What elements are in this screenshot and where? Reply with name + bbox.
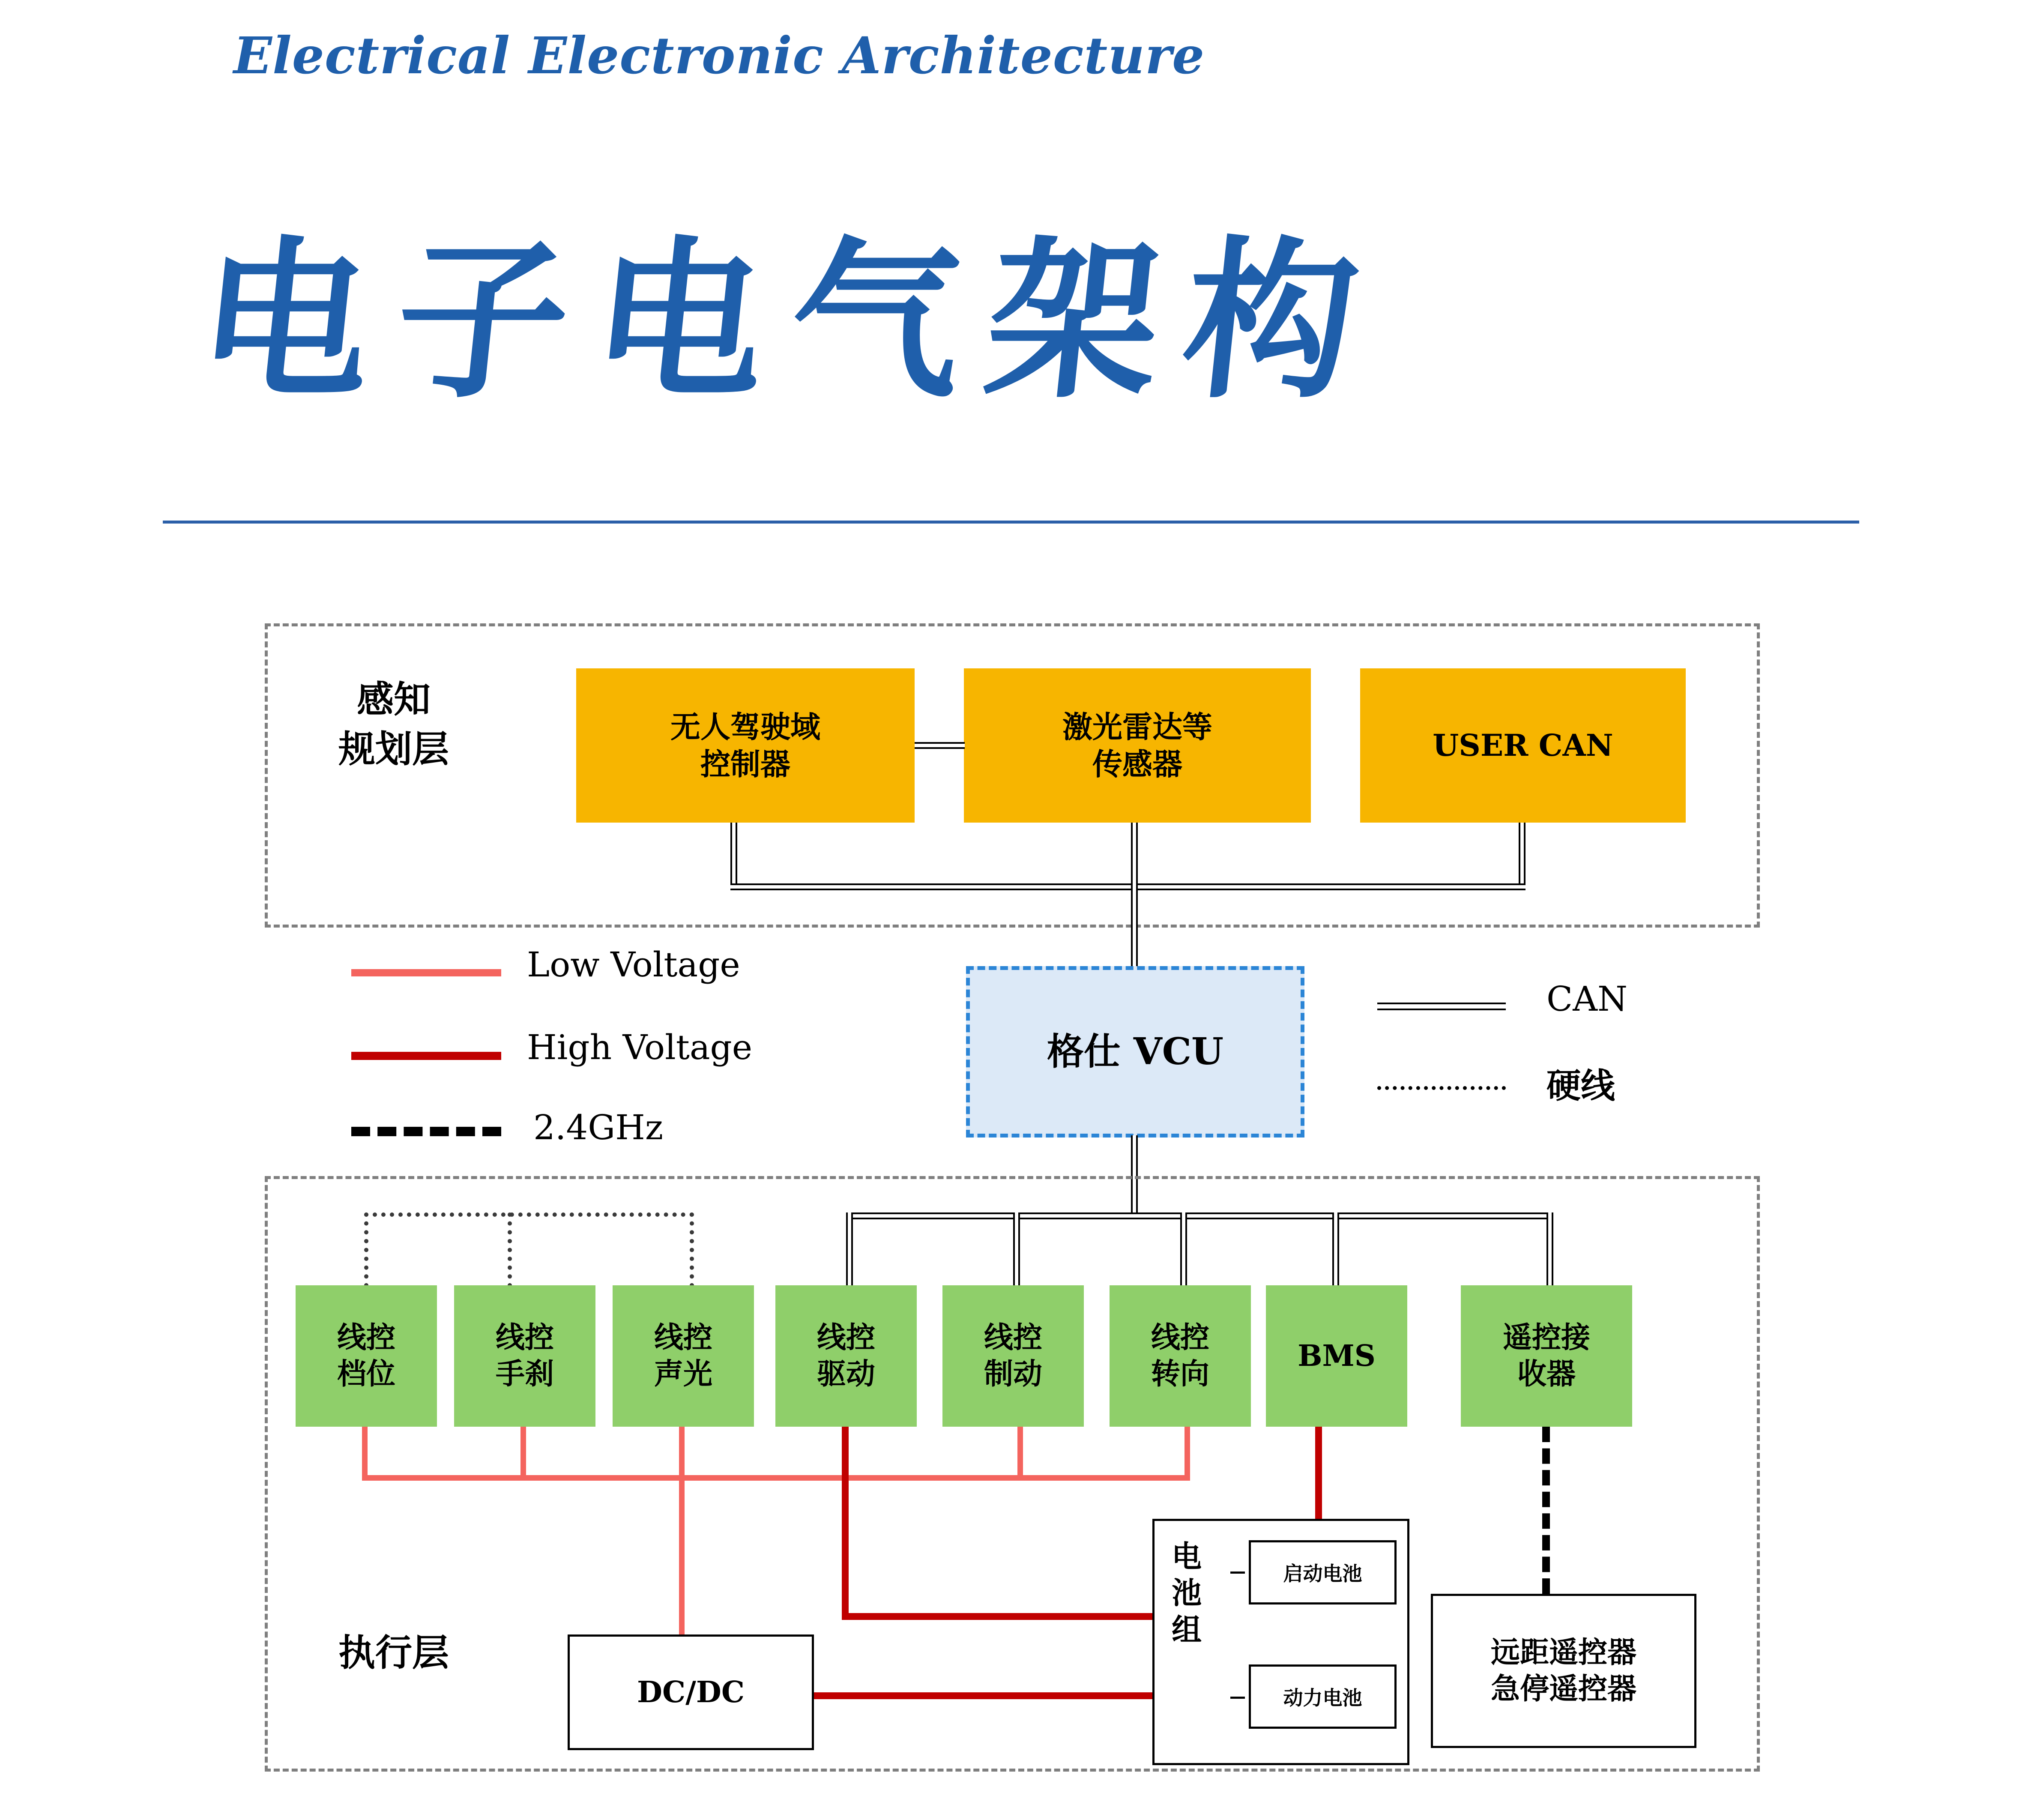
drive-label-line2: 驱动: [817, 1357, 875, 1391]
node-wire-control-gear[interactable]: [296, 1285, 437, 1427]
drive-label-line1: 线控: [817, 1320, 875, 1355]
lv-drop-gear: [362, 1427, 368, 1478]
perception-layer-label: [338, 675, 449, 774]
remote-controller-line1: 远距遥控器: [1490, 1635, 1636, 1670]
lidar-label-line1: 激光雷达等: [1062, 709, 1212, 745]
legend-label-low-voltage: Low Voltage: [527, 945, 740, 985]
legend-swatch-hardwire: [1377, 1086, 1506, 1090]
title-divider: [163, 521, 1859, 524]
legend-swatch-high-voltage: [351, 1052, 501, 1060]
node-wire-control-handbrake[interactable]: [454, 1285, 595, 1427]
can-drop-steering: [1180, 1212, 1187, 1287]
can-drop-remote-receiver: [1546, 1212, 1553, 1287]
adc-label-line2: 控制器: [700, 746, 790, 782]
hv-bus-dcdc-to-battery: [812, 1692, 1155, 1699]
light-sound-label-line2: 声光: [654, 1357, 712, 1391]
node-lidar-sensors[interactable]: [964, 668, 1311, 823]
remote-receiver-label-line2: 收器: [1517, 1357, 1576, 1391]
steering-label-line1: 线控: [1151, 1320, 1209, 1355]
can-drop-brake: [1013, 1212, 1020, 1287]
legend-label-can: CAN: [1546, 979, 1627, 1019]
lv-drop-handbrake: [520, 1427, 526, 1478]
legend-label-high-voltage: High Voltage: [527, 1027, 753, 1067]
rf-link-remote: [1542, 1427, 1550, 1594]
node-user-can[interactable]: [1360, 668, 1686, 823]
can-drop-adc: [730, 823, 737, 887]
hardwire-drop-light-sound: [690, 1212, 694, 1287]
lv-drop-light-sound: [679, 1427, 685, 1478]
legend-swatch-24ghz: [351, 1127, 501, 1136]
battery-tick-top: [1230, 1572, 1245, 1574]
can-drop-lidar: [1131, 823, 1138, 887]
handbrake-label-line2: 手刹: [495, 1357, 554, 1391]
can-drop-bms: [1332, 1212, 1339, 1287]
gear-label-line2: 档位: [337, 1357, 395, 1391]
remote-receiver-label-line1: 遥控接: [1502, 1320, 1590, 1355]
battery-tick-bottom: [1230, 1697, 1245, 1699]
steering-label-line2: 转向: [1151, 1357, 1209, 1391]
can-trunk-to-vcu-top: [1131, 883, 1138, 969]
node-remote-controller[interactable]: [1431, 1594, 1696, 1748]
legend-swatch-low-voltage: [351, 969, 501, 976]
node-wire-control-drive[interactable]: [775, 1285, 917, 1427]
battery-group-label: 电池组: [1172, 1539, 1202, 1647]
bms-label: BMS: [1298, 1338, 1376, 1373]
battery-cell-starter: 启动电池: [1249, 1540, 1397, 1604]
node-bms[interactable]: [1266, 1285, 1407, 1427]
lidar-label-line2: 传感器: [1092, 746, 1182, 782]
lv-drop-steering: [1185, 1427, 1190, 1478]
gear-label-line1: 线控: [337, 1320, 395, 1355]
usercan-label: USER CAN: [1433, 727, 1613, 763]
node-wire-control-brake[interactable]: [942, 1285, 1084, 1427]
node-wire-control-light-sound[interactable]: [613, 1285, 754, 1427]
can-bus-execution: [846, 1212, 1553, 1219]
handbrake-label-line1: 线控: [495, 1320, 554, 1355]
hv-drop-drive: [842, 1427, 849, 1619]
hardwire-bus-execution: [364, 1212, 694, 1217]
title-header: [0, 0, 2040, 540]
battery-cell-power: 动力电池: [1249, 1664, 1397, 1729]
node-autonomous-domain-controller[interactable]: [576, 668, 915, 823]
vcu-label: 格仕 VCU: [1047, 1030, 1224, 1074]
legend-label-24ghz: 2.4GHz: [533, 1108, 664, 1147]
node-remote-receiver[interactable]: [1461, 1285, 1632, 1427]
can-link-adc-lidar: [915, 742, 965, 749]
node-dcdc[interactable]: [568, 1634, 814, 1750]
execution-layer-label: 执行层: [338, 1631, 449, 1674]
adc-label-line1: 无人驾驶域: [670, 709, 820, 745]
node-vcu[interactable]: [966, 966, 1304, 1138]
perception-label-line1: 感知: [357, 678, 431, 721]
legend-swatch-can: [1377, 1003, 1506, 1010]
brake-label-line2: 制动: [984, 1357, 1042, 1391]
legend-label-hardwire: 硬线: [1546, 1066, 1615, 1106]
dcdc-label: DC/DC: [637, 1675, 745, 1709]
remote-controller-line2: 急停遥控器: [1490, 1672, 1636, 1706]
node-wire-control-steering[interactable]: [1110, 1285, 1251, 1427]
lv-bus: [362, 1475, 1190, 1481]
perception-label-line2: 规划层: [338, 727, 449, 771]
can-bus-perception: [730, 883, 1526, 890]
hardwire-drop-handbrake: [508, 1212, 512, 1287]
brake-label-line1: 线控: [984, 1320, 1042, 1355]
lv-drop-brake: [1017, 1427, 1023, 1478]
english-title: Electrical Electronic Architecture: [233, 26, 1205, 85]
chinese-title: 电子电气架构: [189, 220, 1393, 422]
can-drop-drive: [846, 1212, 853, 1287]
hardwire-drop-gear: [364, 1212, 368, 1287]
lv-trunk-to-dcdc: [679, 1475, 685, 1636]
can-drop-usercan: [1519, 823, 1526, 887]
light-sound-label-line1: 线控: [654, 1320, 712, 1355]
